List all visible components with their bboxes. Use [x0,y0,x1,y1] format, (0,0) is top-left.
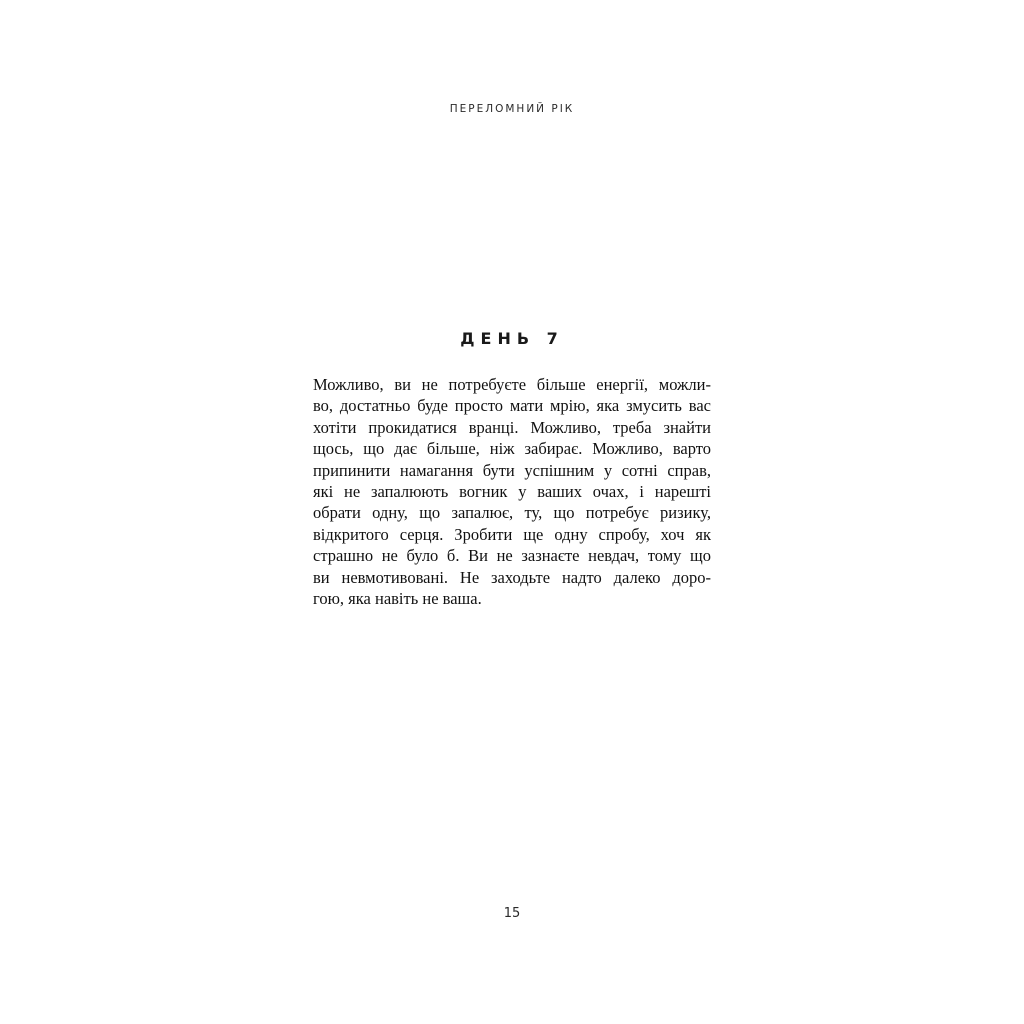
text-line: во, достатньо буде просто мати мрію, яка змусить вас [313,396,711,416]
text-line: які не запалюють вогник у ваших очах, і нарешті [313,482,711,502]
text-line: Можливо, ви не потребуєте більше енергії, можли- [313,375,711,394]
text-line: гою, яка навіть не ваша. [313,589,482,609]
text-line: ви невмотивовані. Не заходьте надто далеко доро- [313,567,711,587]
text-line: страшно не було б. Ви не зазнаєте невдач, тому що [313,546,711,566]
page-number: 15 [503,906,521,921]
text-line: обрати одну, що запалює, ту, що потребує ризику, [313,503,711,523]
chapter-title: ДЕНЬ 7 [460,329,564,348]
running-head: ПЕРЕЛОМНИЙ РІК [449,103,575,115]
text-line: припинити намагання бути успішним у сотні справ, [313,460,711,480]
text-line: відкритого серця. Зробити ще одну спробу, хоч як [313,524,711,544]
text-line: хотіти прокидатися вранці. Можливо, треба знайти [313,417,711,437]
body-paragraph [313,374,711,609]
text-line: щось, що дає більше, ніж забирає. Можливо, варто [313,439,711,459]
